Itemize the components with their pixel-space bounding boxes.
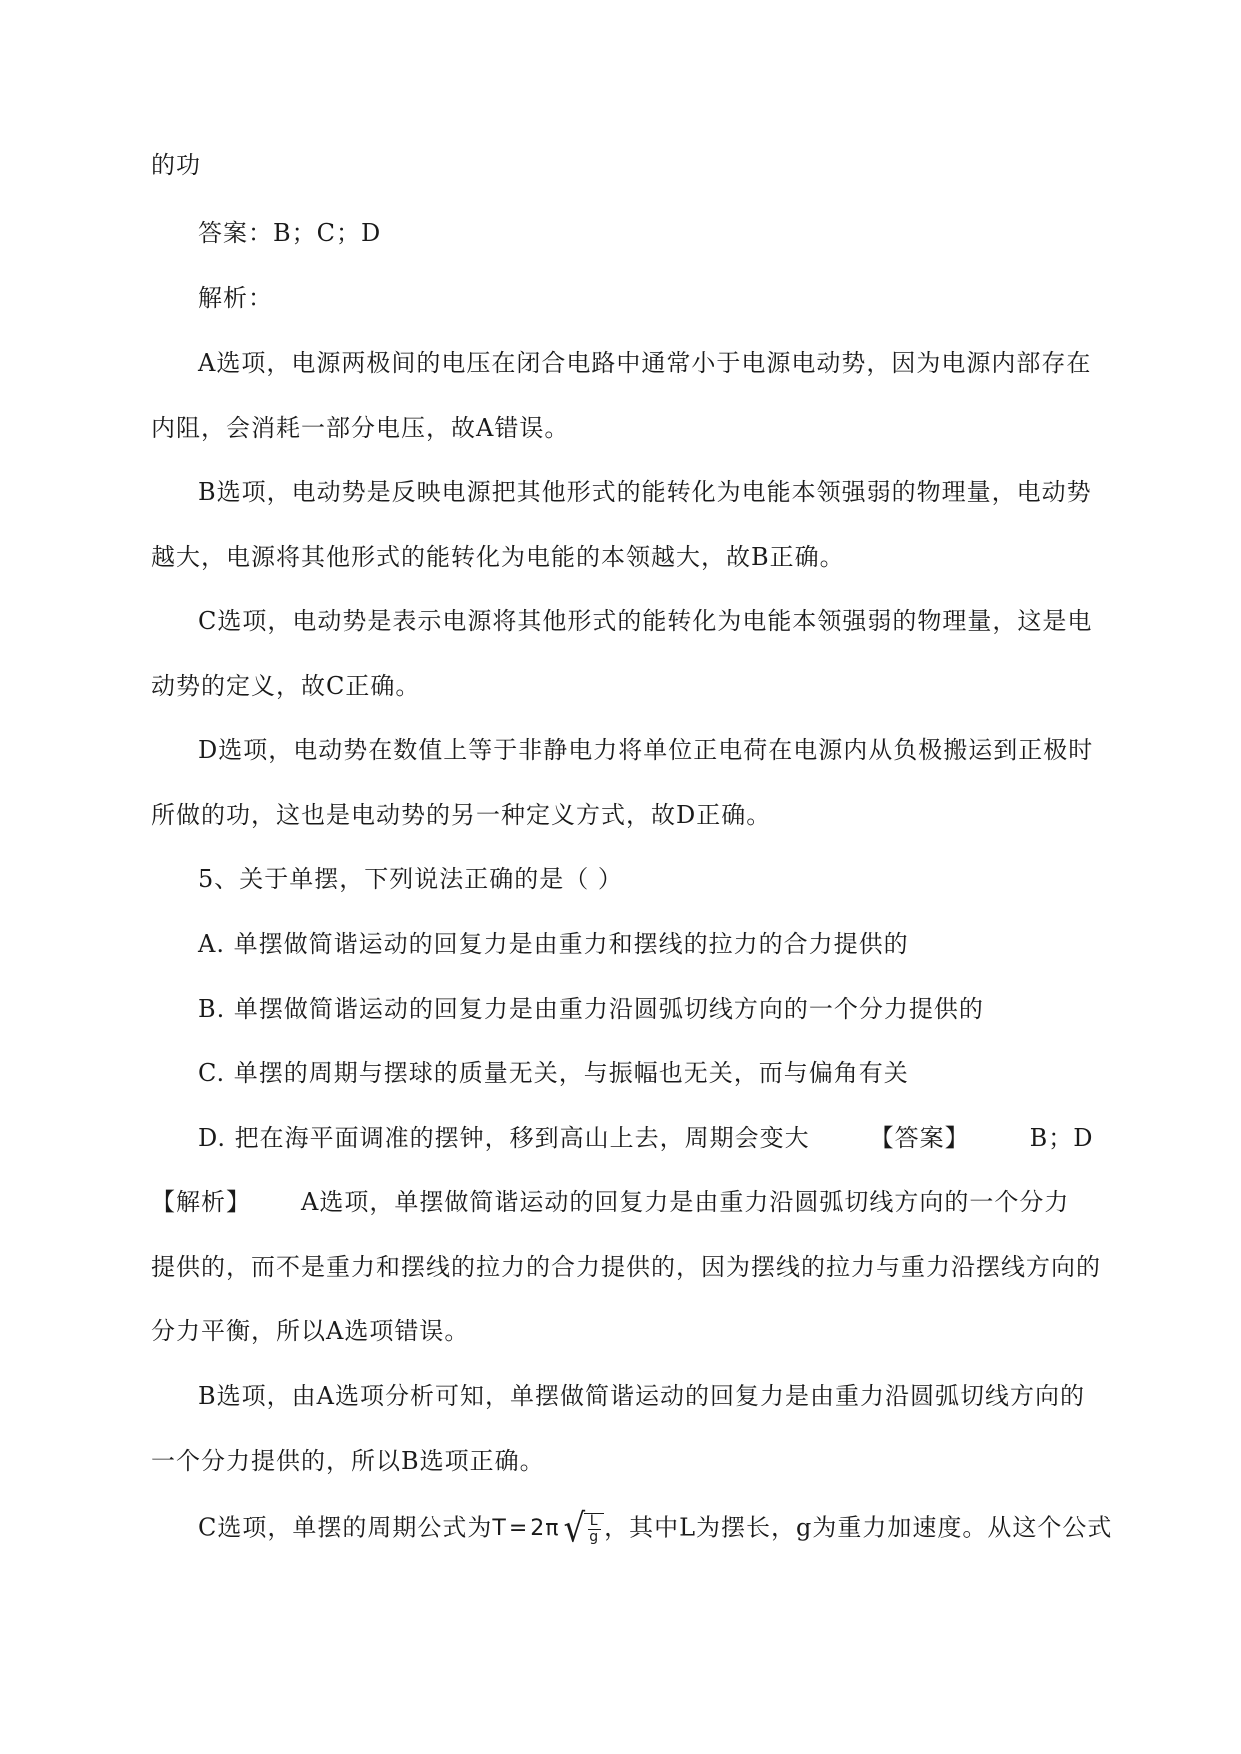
fraction — [584, 1513, 604, 1545]
option-d-line — [198, 1123, 1094, 1153]
formula-coef: 2π — [530, 1516, 560, 1541]
text-line: C选项，电动势是表示电源将其他形式的能转化为电能本领强弱的物理量，这是电 — [198, 607, 1093, 635]
text-line: A选项，电源两极间的电压在闭合电路中通常小于电源电动势，因为电源内部存在 — [198, 349, 1092, 377]
answer-line: 答案：B；C；D — [198, 219, 382, 247]
text-line: 一个分力提供的，所以B选项正确。 — [151, 1447, 545, 1475]
text-line: 分力平衡，所以A选项错误。 — [151, 1317, 470, 1345]
text-line: 越大，电源将其他形式的能转化为电能的本领越大，故B正确。 — [151, 543, 845, 571]
analysis-label: 【解析】 — [151, 1188, 251, 1216]
period-formula — [492, 1506, 604, 1552]
analysis-heading: 解析： — [198, 284, 273, 312]
text-line: B选项，电动势是反映电源把其他形式的能转化为电能本领强弱的物理量，电动势 — [198, 478, 1092, 506]
option-d: D. 把在海平面调准的摆钟，移到高山上去，周期会变大 — [198, 1124, 810, 1152]
answer-label: 【答案】 — [869, 1124, 970, 1152]
option-a: A. 单摆做简谐运动的回复力是由重力和摆线的拉力的合力提供的 — [198, 930, 909, 958]
analysis-line — [151, 1187, 1069, 1217]
text-line: 动势的定义，故C正确。 — [151, 672, 421, 700]
text-line: 的功 — [151, 151, 201, 179]
option-c: C. 单摆的周期与摆球的质量无关，与振幅也无关，而与偏角有关 — [198, 1059, 909, 1087]
text-line: 所做的功，这也是电动势的另一种定义方式，故D正确。 — [151, 801, 772, 829]
formula-lhs: T — [492, 1516, 507, 1541]
analysis-text: A选项，单摆做简谐运动的回复力是由重力沿圆弧切线方向的一个分力 — [301, 1188, 1070, 1216]
radical-sign: √ — [563, 1506, 587, 1552]
text-line: 提供的，而不是重力和摆线的拉力的合力提供的，因为摆线的拉力与重力沿摆线方向的 — [151, 1253, 1101, 1281]
formula-equals: = — [508, 1516, 529, 1541]
text-line: 内阻，会消耗一部分电压，故A错误。 — [151, 414, 570, 442]
question-stem: 5、关于单摆，下列说法正确的是（ ） — [198, 865, 623, 893]
fraction-numerator: L — [589, 1513, 599, 1529]
text-line: D选项，电动势在数值上等于非静电力将单位正电荷在电源内从负极搬运到正极时 — [198, 736, 1094, 764]
text-line: B选项，由A选项分析可知，单摆做简谐运动的回复力是由重力沿圆弧切线方向的 — [198, 1382, 1085, 1410]
option-b: B. 单摆做简谐运动的回复力是由重力沿圆弧切线方向的一个分力提供的 — [198, 995, 984, 1023]
formula-intro: C选项，单摆的周期公式为 — [198, 1513, 493, 1542]
formula-line — [198, 1506, 1113, 1552]
fraction-denominator: g — [589, 1529, 600, 1545]
sqrt-icon — [563, 1506, 605, 1552]
answer-value: B；D — [1029, 1124, 1094, 1152]
formula-explanation: ，其中L为摆长，g为重力加速度。从这个公式 — [604, 1513, 1113, 1542]
